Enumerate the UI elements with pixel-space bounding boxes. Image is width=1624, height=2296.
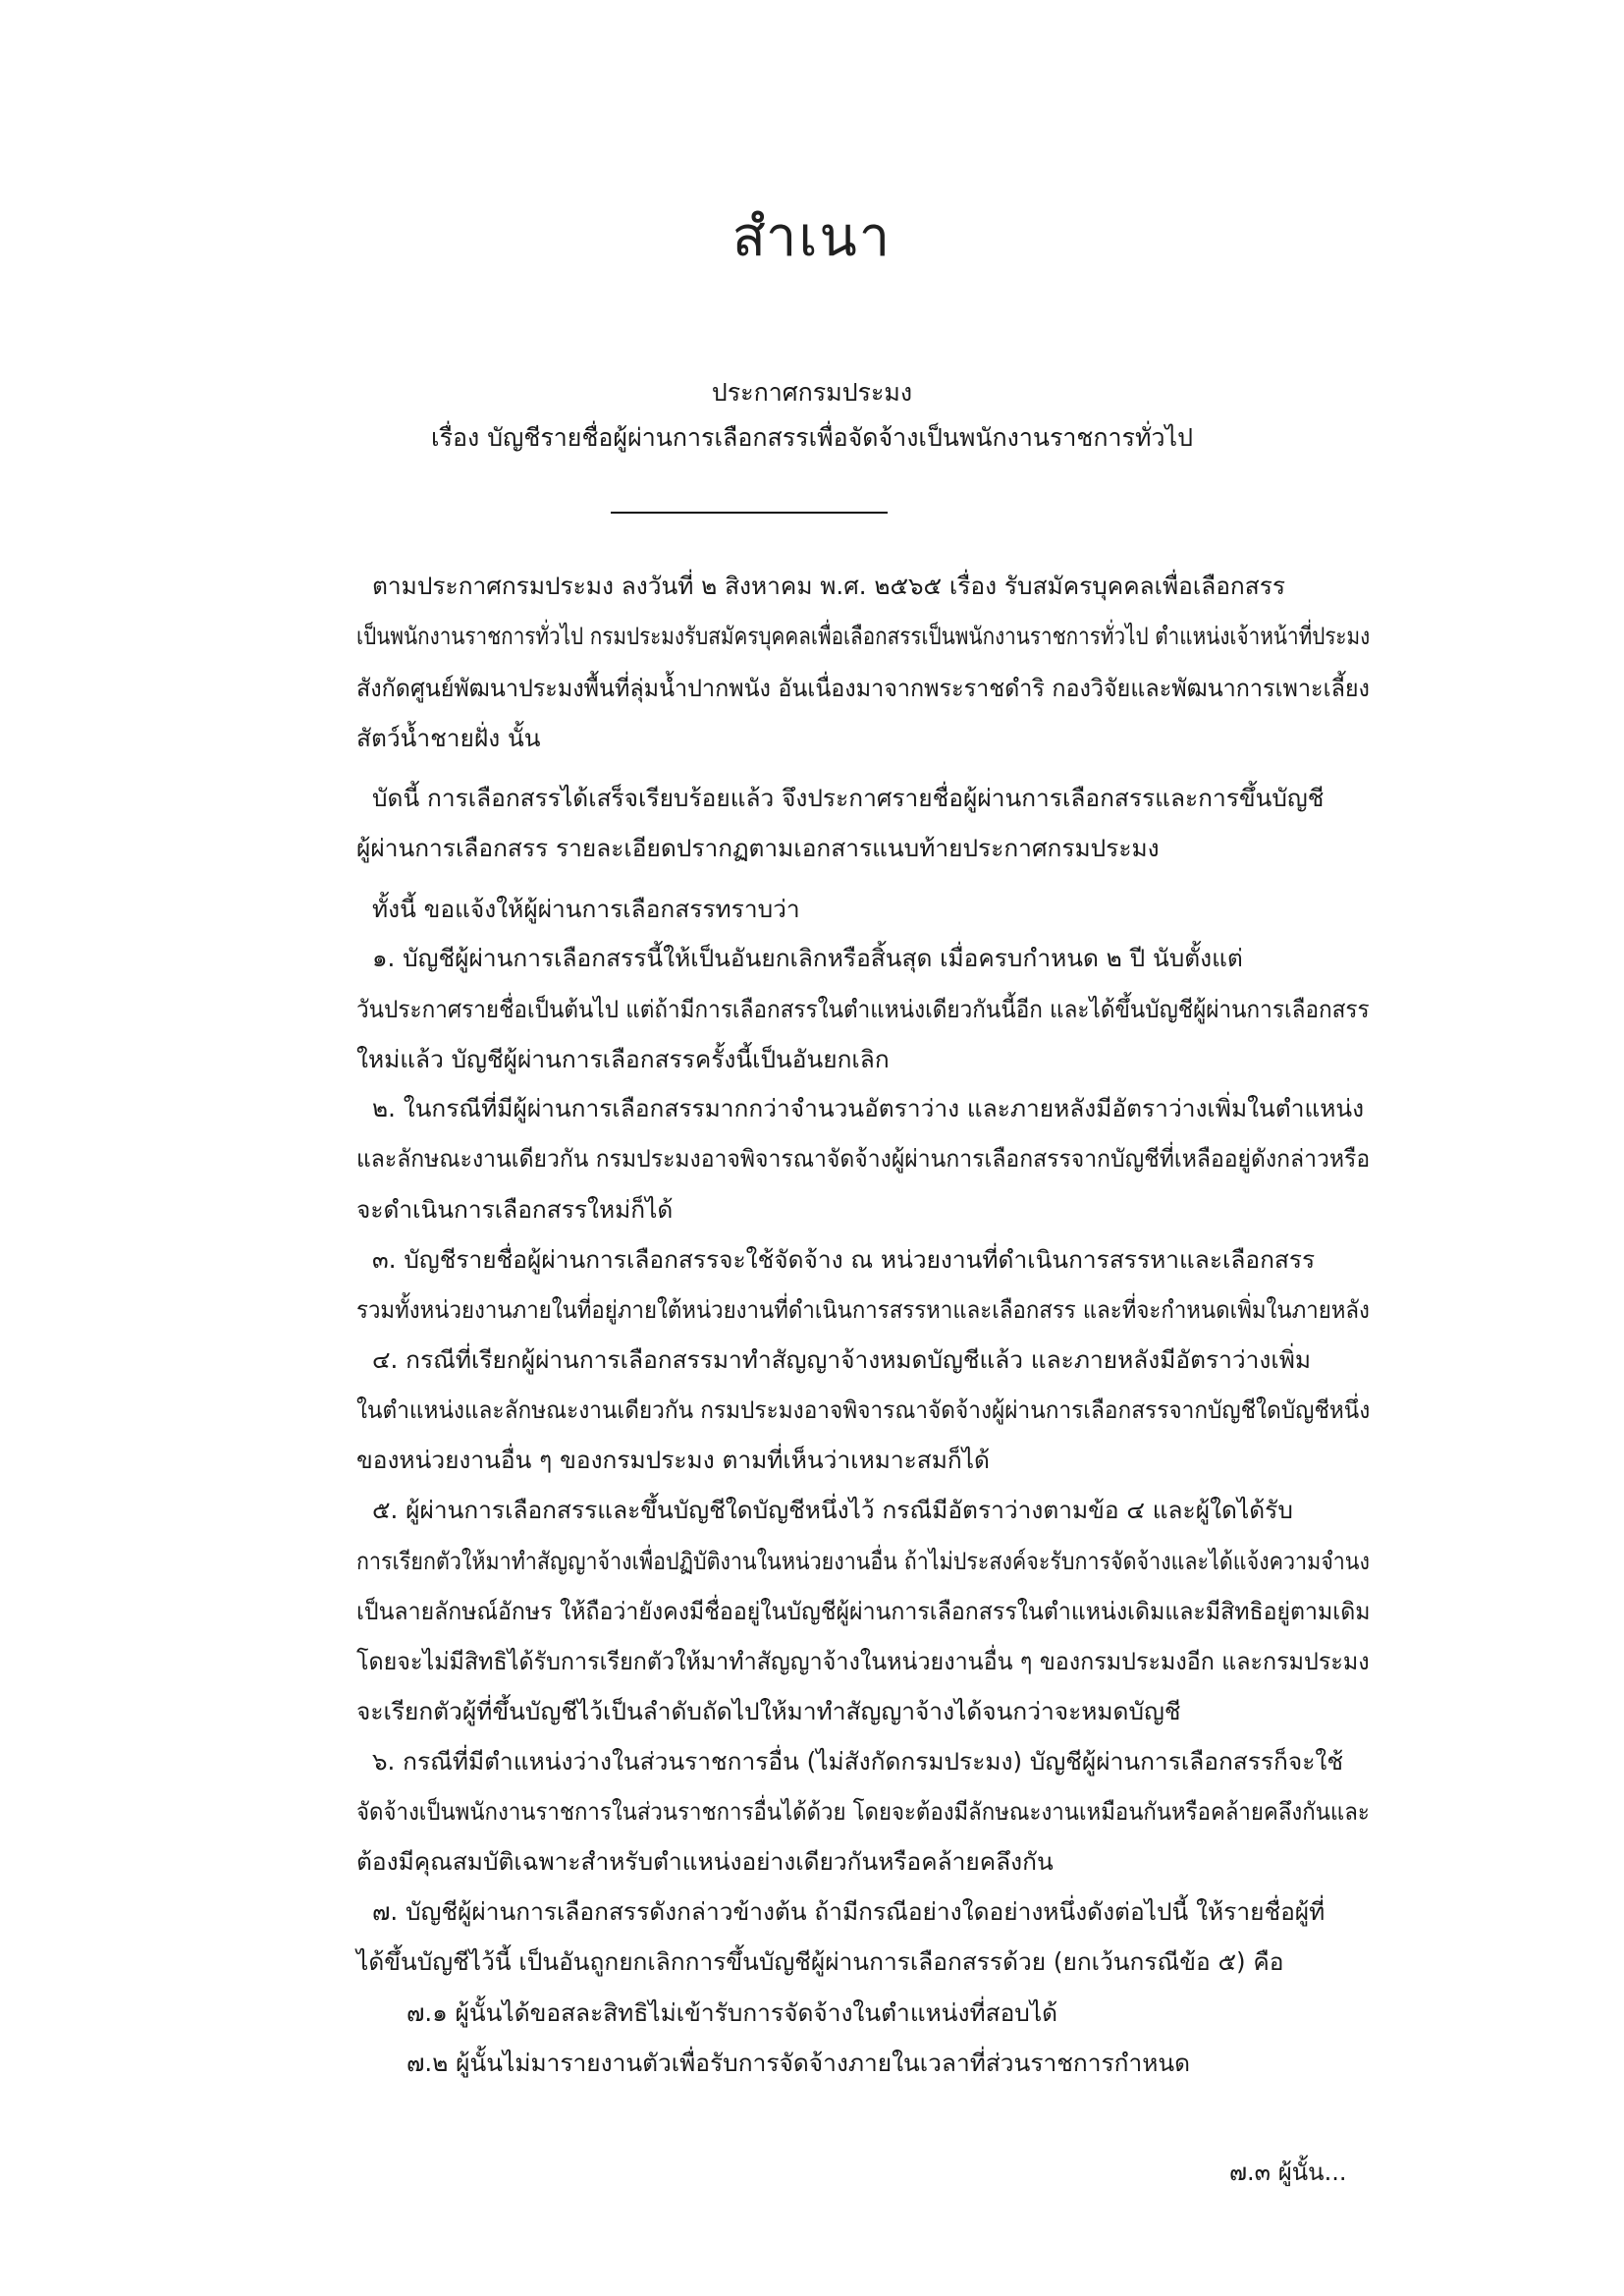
item2-line1: ๒. ในกรณีที่มีผู้ผ่านการเลือกสรรมากกว่าจำนวนอัตราว่าง และภายหลังมีอัตราว่างเพิ่มในตำแหน่ง <box>372 1094 1365 1122</box>
para1-line1: ตามประกาศกรมประมง ลงวันที่ ๒ สิงหาคม พ.ศ. ๒๕๖๕ เรื่อง รับสมัครบุคคลเพื่อเลือกสรร <box>372 572 1286 600</box>
item7-line1: ๗. บัญชีผู้ผ่านการเลือกสรรดังกล่าวข้างต้น ถ้ามีกรณีอย่างใดอย่างหนึ่งดังต่อไปนี้ ให้รายชื่อผู้ที่ <box>372 1897 1326 1926</box>
item7-line2: ได้ขึ้นบัญชีไว้นี้ เป็นอันถูกยกเลิกการขึ้นบัญชีผู้ผ่านการเลือกสรรด้วย (ยกเว้นกรณีข้อ ๕) คือ <box>356 1947 1284 1976</box>
item4-line2: ในตำแหน่งและลักษณะงานเดียวกัน กรมประมงอาจพิจารณาจัดจ้างผู้ผ่านการเลือกสรรจากบัญชีใดบัญชีหนึ่ง <box>356 1395 1371 1424</box>
item4-line1: ๔. กรณีที่เรียกผู้ผ่านการเลือกสรรมาทำสัญญาจ้างหมดบัญชีแล้ว และภายหลังมีอัตราว่างเพิ่ม <box>372 1345 1312 1374</box>
title-divider <box>611 512 888 514</box>
copy-stamp: สำเนา <box>731 205 893 269</box>
para1-line4: สัตว์น้ำชายฝั่ง นั้น <box>356 724 541 752</box>
item4-line3: ของหน่วยงานอื่น ๆ ของกรมประมง ตามที่เห็นว่าเหมาะสมก็ได้ <box>356 1446 990 1474</box>
item6-line1: ๖. กรณีที่มีตำแหน่งว่างในส่วนราชการอื่น (ไม่สังกัดกรมประมง) บัญชีผู้ผ่านการเลือกสรรก็จะใช้ <box>372 1747 1343 1776</box>
announcement-title: ประกาศกรมประมง <box>711 378 913 407</box>
item2-line2: และลักษณะงานเดียวกัน กรมประมงอาจพิจารณาจัดจ้างผู้ผ่านการเลือกสรรจากบัญชีที่เหลืออยู่ดังกล่าวหรือ <box>356 1144 1371 1173</box>
item7-sub2: ๗.๒ ผู้นั้นไม่มารายงานตัวเพื่อรับการจัดจ้างภายในเวลาที่ส่วนราชการกำหนด <box>406 2049 1191 2077</box>
item7-sub1: ๗.๑ ผู้นั้นได้ขอสละสิทธิไม่เข้ารับการจัดจ้างในตำแหน่งที่สอบได้ <box>406 1998 1058 2027</box>
item2-line3: จะดำเนินการเลือกสรรใหม่ก็ได้ <box>356 1195 674 1224</box>
para1-line3: สังกัดศูนย์พัฒนาประมงพื้นที่ลุ่มน้ำปากพนัง อันเนื่องมาจากพระราชดำริ กองวิจัยและพัฒนาการเพาะเลี้ยง <box>356 674 1370 702</box>
item5-line5: จะเรียกตัวผู้ที่ขึ้นบัญชีไว้เป็นลำดับถัดไปให้มาทำสัญญาจ้างได้จนกว่าจะหมดบัญชี <box>356 1697 1181 1725</box>
item3-line1: ๓. บัญชีรายชื่อผู้ผ่านการเลือกสรรจะใช้จัดจ้าง ณ หน่วยงานที่ดำเนินการสรรหาและเลือกสรร <box>372 1245 1316 1274</box>
item5-line2: การเรียกตัวให้มาทำสัญญาจ้างเพื่อปฏิบัติงานในหน่วยงานอื่น ถ้าไม่ประสงค์จะรับการจัดจ้างและได้แจ้งความจำนง <box>356 1547 1370 1575</box>
para1-line2: เป็นพนักงานราชการทั่วไป กรมประมงรับสมัครบุคคลเพื่อเลือกสรรเป็นพนักงานราชการทั่วไป ตำแหน่งเจ้าหน้าที่ประมง <box>356 622 1371 650</box>
item6-line2: จัดจ้างเป็นพนักงานราชการในส่วนราชการอื่นได้ด้วย โดยจะต้องมีลักษณะงานเหมือนกันหรือคล้ายคลึงกันและ <box>356 1797 1370 1826</box>
announcement-subject: เรื่อง บัญชีรายชื่อผู้ผ่านการเลือกสรรเพื่อจัดจ้างเป็นพนักงานราชการทั่วไป <box>431 423 1193 452</box>
page-continuation: ๗.๓ ผู้นั้น... <box>1229 2159 1347 2186</box>
item1-line3: ใหม่แล้ว บัญชีผู้ผ่านการเลือกสรรครั้งนี้เป็นอันยกเลิก <box>356 1045 890 1073</box>
para3: ทั้งนี้ ขอแจ้งให้ผู้ผ่านการเลือกสรรทราบว่า <box>372 895 800 923</box>
item5-line1: ๕. ผู้ผ่านการเลือกสรรและขึ้นบัญชีใดบัญชีหนึ่งไว้ กรณีมีอัตราว่างตามข้อ ๔ และผู้ใดได้รับ <box>372 1496 1293 1524</box>
item1-line1: ๑. บัญชีผู้ผ่านการเลือกสรรนี้ให้เป็นอันยกเลิกหรือสิ้นสุด เมื่อครบกำหนด ๒ ปี นับตั้งแต่ <box>372 944 1243 972</box>
item3-line2: รวมทั้งหน่วยงานภายในที่อยู่ภายใต้หน่วยงานที่ดำเนินการสรรหาและเลือกสรร และที่จะกำหนดเพิ่มในภายหลัง <box>356 1295 1370 1324</box>
item1-line2: วันประกาศรายชื่อเป็นต้นไป แต่ถ้ามีการเลือกสรรในตำแหน่งเดียวกันนี้อีก และได้ขึ้นบัญชีผู้ผ่านการเลือกสรร <box>356 995 1370 1023</box>
item5-line4: โดยจะไม่มีสิทธิได้รับการเรียกตัวให้มาทำสัญญาจ้างในหน่วยงานอื่น ๆ ของกรมประมงอีก และกรมประมง <box>356 1647 1370 1675</box>
item5-line3: เป็นลายลักษณ์อักษร ให้ถือว่ายังคงมีชื่ออยู่ในบัญชีผู้ผ่านการเลือกสรรในตำแหน่งเดิมและมีสิทธิอยู่ตามเดิม <box>356 1597 1371 1625</box>
item6-line3: ต้องมีคุณสมบัติเฉพาะสำหรับตำแหน่งอย่างเดียวกันหรือคล้ายคลึงกัน <box>356 1847 1054 1876</box>
para2-line1: บัดนี้ การเลือกสรรได้เสร็จเรียบร้อยแล้ว จึงประกาศรายชื่อผู้ผ่านการเลือกสรรและการขึ้นบัญชี <box>372 784 1325 812</box>
para2-line2: ผู้ผ่านการเลือกสรร รายละเอียดปรากฏตามเอกสารแนบท้ายประกาศกรมประมง <box>356 834 1160 862</box>
